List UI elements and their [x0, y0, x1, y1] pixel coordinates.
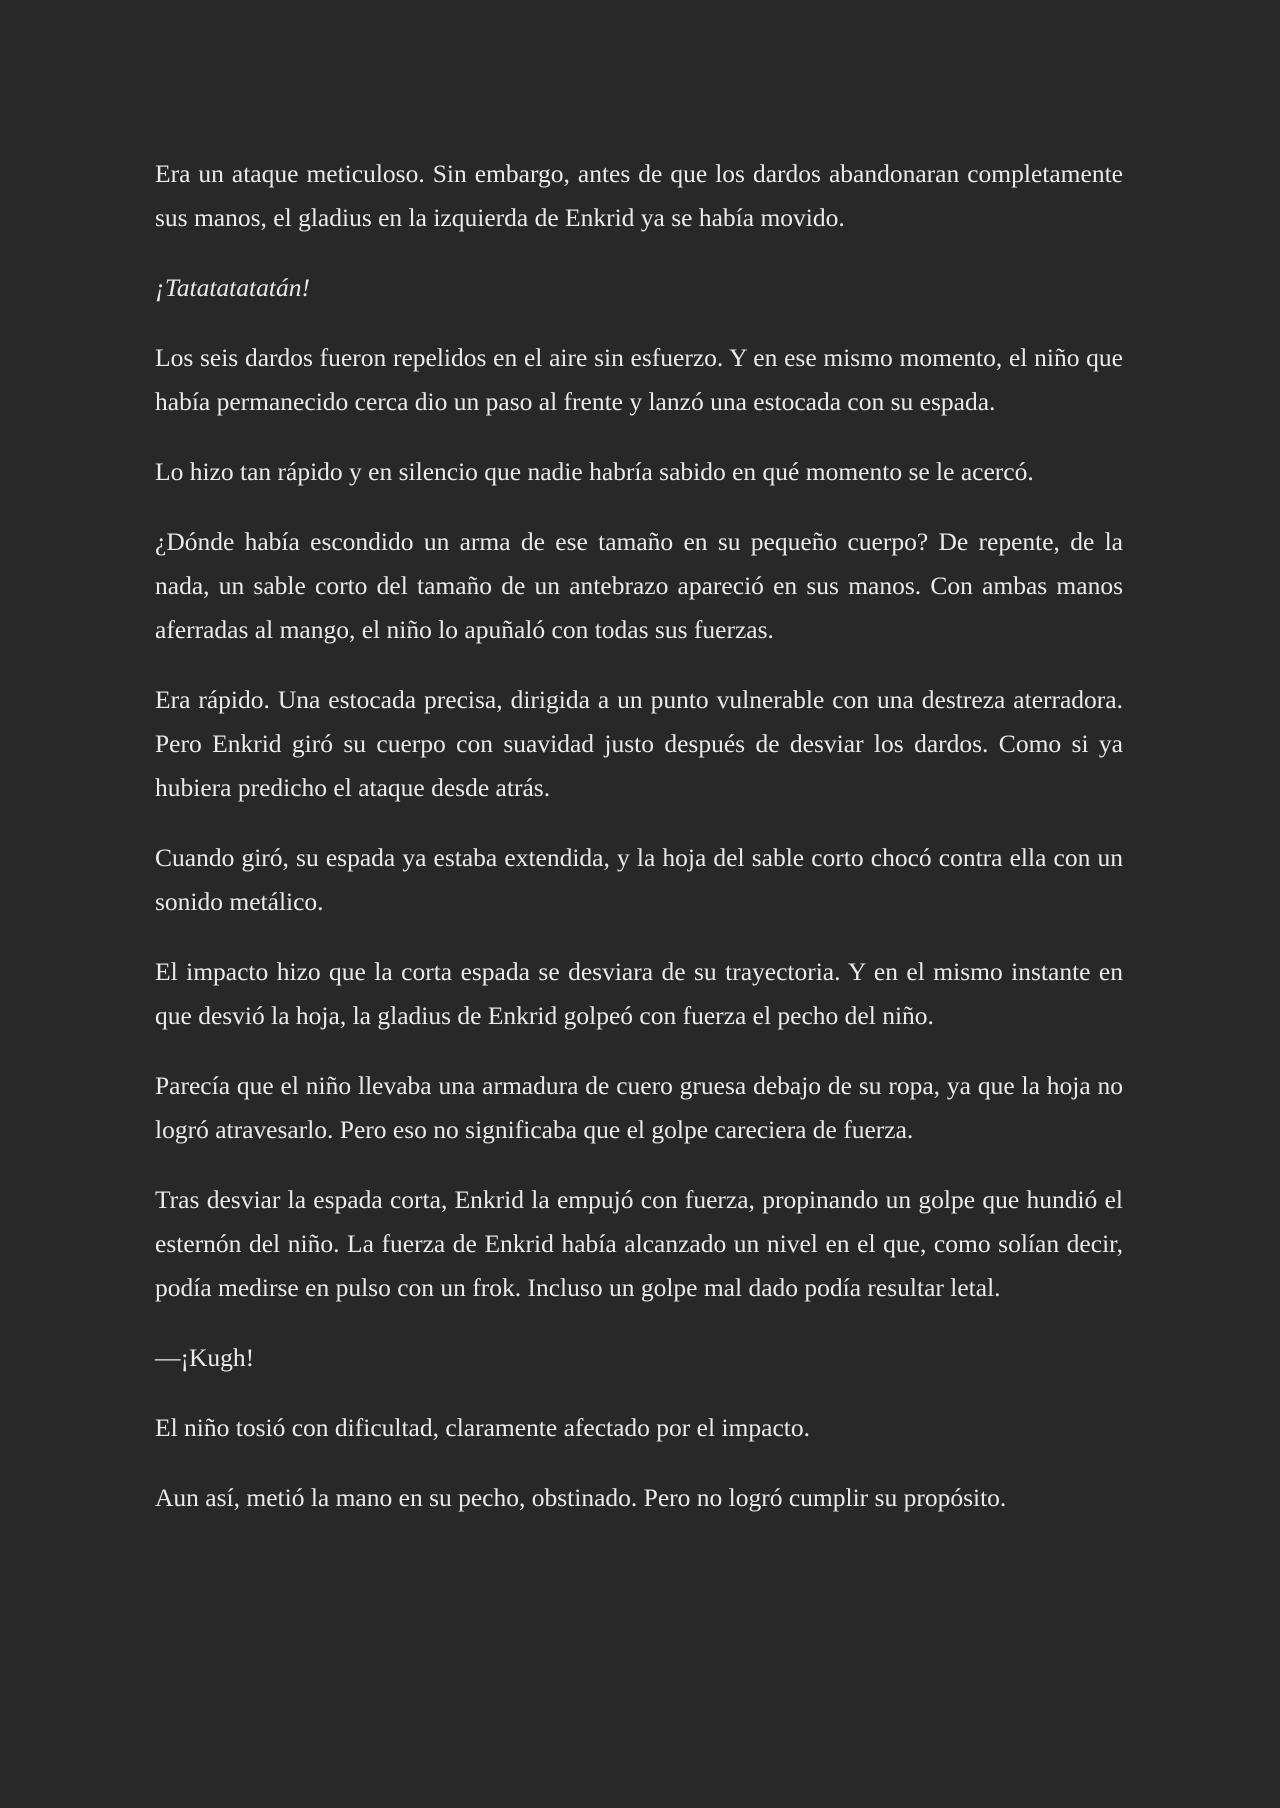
paragraph-dialogue: —¡Kugh! [155, 1343, 255, 1372]
paragraph-1: Era un ataque meticuloso. Sin embargo, antes de que los dardos abandonaran completamente sus manos, el gladius en la izquierda de Enkrid ya se había movido. [155, 159, 1123, 232]
paragraph-3: Los seis dardos fueron repelidos en el aire sin esfuerzo. Y en ese mismo momento, el niño que había permanecido cerca dio un paso al frente y lanzó una estocada con su espada. [155, 343, 1123, 416]
reading-page[interactable] [155, 152, 1123, 1546]
paragraph-9: Parecía que el niño llevaba una armadura de cuero gruesa debajo de su ropa, ya que la hoja no logró atravesarlo. Pero eso no significaba que el golpe careciera de fuerza. [155, 1071, 1123, 1144]
paragraph-8: El impacto hizo que la corta espada se desviara de su trayectoria. Y en el mismo instante en que desvió la hoja, la gladius de Enkrid golpeó con fuerza el pecho del niño. [155, 957, 1123, 1030]
paragraph-5: ¿Dónde había escondido un arma de ese tamaño en su pequeño cuerpo? De repente, de la nada, un sable corto del tamaño de un antebrazo apareció en sus manos. Con ambas manos aferradas al mango, el niño lo apuñaló con todas sus fuerzas. [155, 527, 1123, 644]
paragraph-10: Tras desviar la espada corta, Enkrid la empujó con fuerza, propinando un golpe que hundió el esternón del niño. La fuerza de Enkrid había alcanzado un nivel en el que, como solían decir, podía medirse en pulso con un frok. Incluso un golpe mal dado podía resultar letal. [155, 1185, 1123, 1302]
paragraph-sound-effect: ¡Tatatatatatán! [155, 273, 310, 302]
paragraph-4: Lo hizo tan rápido y en silencio que nadie habría sabido en qué momento se le acercó. [155, 457, 1034, 486]
paragraph-6: Era rápido. Una estocada precisa, dirigida a un punto vulnerable con una destreza aterradora. Pero Enkrid giró su cuerpo con suavidad justo después de desviar los dardos. Como si ya hubiera predicho el ataque desde atrás. [155, 685, 1123, 802]
paragraph-7: Cuando giró, su espada ya estaba extendida, y la hoja del sable corto chocó contra ella con un sonido metálico. [155, 843, 1123, 916]
paragraph-13: Aun así, metió la mano en su pecho, obstinado. Pero no logró cumplir su propósito. [155, 1483, 1007, 1512]
paragraph-12: El niño tosió con dificultad, claramente afectado por el impacto. [155, 1413, 810, 1442]
